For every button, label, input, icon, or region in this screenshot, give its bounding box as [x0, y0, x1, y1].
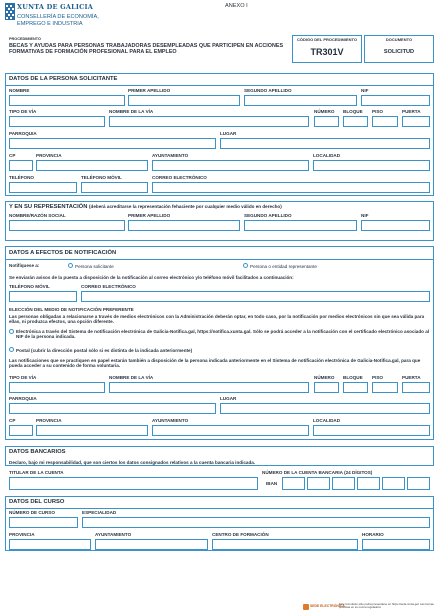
- document-box: [364, 35, 434, 63]
- department-line-2: EMPREGO E INDUSTRIA: [17, 21, 83, 27]
- label-numero: NÚMERO: [314, 109, 335, 114]
- notif-cp-field[interactable]: [9, 425, 33, 436]
- label-nombre: NOMBRE: [9, 88, 30, 93]
- notif-nombre-via-field[interactable]: [109, 382, 309, 393]
- label-notif-localidad: LOCALIDAD: [313, 418, 341, 423]
- document-value: SOLICITUD: [383, 49, 415, 55]
- nombre-field[interactable]: [9, 95, 125, 106]
- notif-lugar-field[interactable]: [220, 403, 430, 414]
- label-notif-lugar: LUGAR: [220, 396, 237, 401]
- label-nombre-razon: NOMBRE/RAZÓN SOCIAL: [9, 213, 66, 218]
- notif-telefono-movil-field[interactable]: [9, 291, 77, 302]
- label-rep-nif: NIF: [361, 213, 369, 218]
- label-correo: CORREO ELECTRÓNICO: [152, 175, 207, 180]
- xunta-logo-title: XUNTA DE GALICIA: [17, 3, 93, 11]
- radio-persona-solicitante-label: Persona solicitante: [75, 264, 114, 269]
- footer-text: Este formulario sólo podrá presentarse en https://sede.xunta.gal. Las formas previstas en su norma reguladora: [339, 602, 434, 610]
- label-notif-provincia: PROVINCIA: [36, 418, 62, 423]
- nif-field[interactable]: [361, 95, 430, 106]
- sede-electronica-icon: [303, 604, 309, 610]
- section-curso-title: DATOS DEL CURSO: [9, 499, 65, 505]
- notif-ayuntamiento-field[interactable]: [152, 425, 309, 436]
- label-notif-numero: NÚMERO: [314, 375, 335, 380]
- procedure-code-label: CÓDIGO DEL PROCEDIMIENTO: [296, 37, 358, 42]
- label-numero-curso: NÚMERO DE CURSO: [9, 510, 55, 515]
- notif-piso-field[interactable]: [372, 382, 398, 393]
- label-notif-correo: CORREO ELECTRÓNICO: [81, 284, 136, 289]
- telefono-field[interactable]: [9, 182, 77, 193]
- numero-curso-field[interactable]: [9, 517, 78, 528]
- label-segundo-apellido: SEGUNDO APELLIDO: [244, 88, 292, 93]
- notif-parroquia-field[interactable]: [9, 403, 216, 414]
- procedure-title: BECAS Y AYUDAS PARA PERSONAS TRABAJADORAS DESEMPLEADAS QUE PARTICIPEN EN ACCIONES FORMATIVAS DE FORMACIÓN PROFESIONAL PARA EL EMPLEO: [9, 43, 284, 56]
- section-notificacion-title: DATOS A EFECTOS DE NOTIFICACIÓN: [9, 250, 117, 256]
- localidad-field[interactable]: [313, 160, 430, 171]
- xunta-logo-emblem: [5, 3, 15, 20]
- ayuntamiento-field[interactable]: [152, 160, 309, 171]
- label-iban: IBAN: [266, 481, 278, 486]
- section-solicitante-title: DATOS DE LA PERSONA SOLICITANTE: [9, 76, 118, 82]
- label-localidad: LOCALIDAD: [313, 153, 341, 158]
- telefono-movil-field[interactable]: [81, 182, 148, 193]
- procedure-code-value: TR301V: [310, 47, 344, 57]
- notif-numero-field[interactable]: [314, 382, 339, 393]
- rep-primer-apellido-field[interactable]: [128, 220, 240, 231]
- rep-nif-field[interactable]: [361, 220, 430, 231]
- label-horario: HORARIO: [362, 532, 384, 537]
- iban-block-2[interactable]: [307, 477, 330, 490]
- label-nif: NIF: [361, 88, 369, 93]
- postal-note: Las notificaciones que se practiquen en papel estarán también a disposición de la persona indicada anteriormente en el Sistema de notificación electrónica de Galicia-Notifica.gal, para que pueda acceder a su contenido de forma voluntaria.: [9, 358, 421, 369]
- nombre-via-field[interactable]: [109, 116, 309, 127]
- radio-notif-postal[interactable]: [9, 347, 14, 352]
- notif-provincia-field[interactable]: [36, 425, 148, 436]
- radio-notif-electronica[interactable]: [9, 329, 14, 334]
- radio-persona-representante-label: Persona o entidad representante: [250, 264, 317, 269]
- rep-nombre-field[interactable]: [9, 220, 125, 231]
- label-curso-ayuntamiento: AYUNTAMIENTO: [95, 532, 132, 537]
- section-divider: [5, 259, 434, 260]
- label-curso-provincia: PROVINCIA: [9, 532, 35, 537]
- label-primer-apellido: PRIMER APELLIDO: [128, 88, 171, 93]
- radio-persona-solicitante[interactable]: [68, 263, 73, 268]
- iban-block-1[interactable]: [282, 477, 305, 490]
- label-titular: TITULAR DE LA CUENTA: [9, 470, 64, 475]
- numero-field[interactable]: [314, 116, 339, 127]
- curso-provincia-field[interactable]: [9, 539, 91, 550]
- sede-electronica-label: SEDE ELECTRÓNICA: [310, 604, 345, 608]
- iban-block-6[interactable]: [407, 477, 430, 490]
- label-centro: CENTRO DE FORMACIÓN: [212, 532, 269, 537]
- iban-block-5[interactable]: [382, 477, 405, 490]
- notif-bloque-field[interactable]: [343, 382, 368, 393]
- bloque-field[interactable]: [343, 116, 368, 127]
- label-notif-tipo-via: TIPO DE VÍA: [9, 375, 37, 380]
- label-rep-segundo-apellido: SEGUNDO APELLIDO: [244, 213, 292, 218]
- procedure-label: PROCEDIMIENTO: [9, 37, 41, 41]
- section-representacion-title: [9, 205, 282, 211]
- radio-notif-postal-label: Postal (cubrir la dirección postal sólo si es distinta de la indicada anteriormente): [16, 348, 193, 353]
- label-ayuntamiento: AYUNTAMIENTO: [152, 153, 189, 158]
- label-cp: CP: [9, 153, 16, 158]
- label-rep-primer-apellido: PRIMER APELLIDO: [128, 213, 171, 218]
- lugar-field[interactable]: [220, 138, 430, 149]
- especialidad-field[interactable]: [82, 517, 430, 528]
- label-notif-bloque: BLOQUE: [343, 375, 363, 380]
- cp-field[interactable]: [9, 160, 33, 171]
- label-notif-parroquia: PARROQUIA: [9, 396, 37, 401]
- segundo-apellido-field[interactable]: [244, 95, 357, 106]
- iban-block-4[interactable]: [357, 477, 380, 490]
- label-numero-cuenta: NÚMERO DE LA CUENTA BANCARIA (24 DÍGITOS): [262, 470, 373, 475]
- rep-segundo-apellido-field[interactable]: [244, 220, 357, 231]
- notif-correo-field[interactable]: [81, 291, 430, 302]
- annex-label: ANEXO I: [225, 3, 248, 9]
- parroquia-field[interactable]: [9, 138, 216, 149]
- label-lugar: LUGAR: [220, 131, 237, 136]
- correo-field[interactable]: [152, 182, 430, 193]
- label-telefono-movil: TELÉFONO MÓVIL: [81, 175, 122, 180]
- label-parroquia: PARROQUIA: [9, 131, 37, 136]
- centro-field[interactable]: [212, 539, 358, 550]
- notif-tipo-via-field[interactable]: [9, 382, 105, 393]
- titular-field[interactable]: [9, 477, 258, 490]
- radio-persona-representante[interactable]: [243, 263, 248, 268]
- eleccion-title: ELECCIÓN DEL MEDIO DE NOTIFICACIÓN PREFERENTE: [9, 307, 134, 312]
- label-notif-telefono-movil: TELÉFONO MÓVIL: [9, 284, 50, 289]
- section-bancarios-title: DATOS BANCARIOS: [9, 449, 66, 455]
- iban-block-3[interactable]: [332, 477, 355, 490]
- primer-apellido-field[interactable]: [128, 95, 240, 106]
- notif-localidad-field[interactable]: [313, 425, 430, 436]
- notifiquese-label: Notifíquese a:: [9, 263, 40, 268]
- declaro-text: Declaro, bajo mi responsabilidad, que son ciertos los datos consignados relativos a la cuenta bancaria indicada.: [9, 460, 256, 465]
- piso-field[interactable]: [372, 116, 398, 127]
- representacion-title-note: (deberá acreditarse la representación fehaciente por cualquier medio válido en derecho): [89, 204, 282, 209]
- section-divider: [5, 508, 434, 509]
- label-piso: PISO: [372, 109, 383, 114]
- eleccion-text: Las personas obligadas a relacionarse a través de medios electrónicos con la Administración deberán optar, en todo caso, por la notificación por medios electrónicos sin que sea válida para ellas, ni produzca efectos, una opción diferente.: [9, 314, 425, 325]
- label-puerta: PUERTA: [402, 109, 421, 114]
- label-notif-cp: CP: [9, 418, 16, 423]
- label-telefono: TELÉFONO: [9, 175, 35, 180]
- label-notif-ayuntamiento: AYUNTAMIENTO: [152, 418, 189, 423]
- label-notif-piso: PISO: [372, 375, 383, 380]
- label-bloque: BLOQUE: [343, 109, 363, 114]
- label-nombre-via: NOMBRE DE LA VÍA: [109, 109, 154, 114]
- notif-puerta-field[interactable]: [402, 382, 430, 393]
- label-provincia: PROVINCIA: [36, 153, 62, 158]
- label-notif-puerta: PUERTA: [402, 375, 421, 380]
- tipo-via-field[interactable]: [9, 116, 105, 127]
- label-notif-nombre-via: NOMBRE DE LA VÍA: [109, 375, 154, 380]
- label-tipo-via: TIPO DE VÍA: [9, 109, 37, 114]
- representacion-title-text: Y EN SU REPRESENTACIÓN: [9, 204, 88, 210]
- curso-ayuntamiento-field[interactable]: [95, 539, 208, 550]
- department-line-1: CONSELLERÍA DE ECONOMÍA,: [17, 14, 99, 20]
- section-divider: [5, 85, 434, 86]
- document-label: DOCUMENTO: [385, 37, 413, 42]
- procedure-code-box: [292, 35, 362, 63]
- avisos-text: Se enviarán avisos de la puesta a disposición de la notificación al correo electrónico y/o teléfono móvil facilitados a continuación:: [9, 275, 294, 280]
- radio-notif-electronica-label: Electrónica a través del Sistema de notificación electrónica de Galicia-Notifica.gal, https://notifica.xunta.gal. Sólo se podrá acceder a la notificación con el certificado electrónico asociado al NIF de la persona indicada.: [16, 329, 430, 340]
- label-especialidad: ESPECIALIDAD: [82, 510, 117, 515]
- puerta-field[interactable]: [402, 116, 430, 127]
- horario-field[interactable]: [362, 539, 430, 550]
- provincia-field[interactable]: [36, 160, 148, 171]
